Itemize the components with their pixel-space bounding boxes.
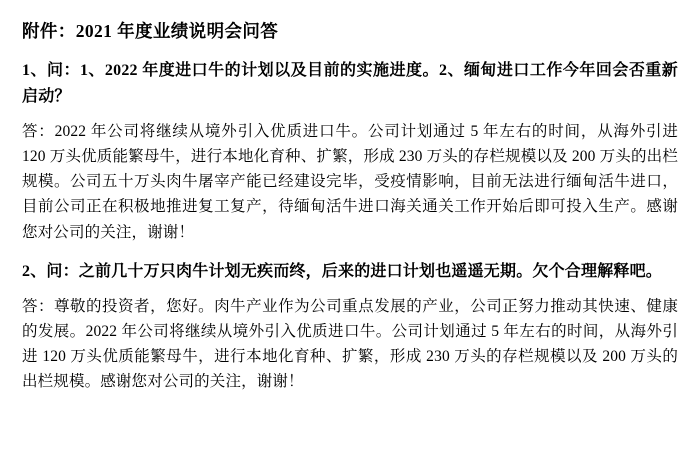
answer-text-1: 答：2022 年公司将继续从境外引入优质进口牛。公司计划通过 5 年左右的时间，从海外引进 120 万头优质能繁母牛，进行本地化育种、扩繁，形成 230 万头的存栏规模以及 200 万头的出栏规模。公司五十万头肉牛屠宰产能已经建设完毕，受疫情影响，目前无法进行缅甸活牛进口，目前公司正在积极地推进复工复产，待缅甸活牛进口海关通关工作开始后即可投入生产。感谢您对公司的关注，谢谢！ bbox=[22, 123, 678, 241]
qa-item-1 bbox=[22, 58, 678, 244]
question-text-2: 2、问：之前几十万只肉牛计划无疾而终，后来的进口计划也遥遥无期。欠个合理解释吧。 bbox=[22, 262, 663, 280]
qa-item-2 bbox=[22, 259, 678, 394]
question-text-1: 1、问：1、2022 年度进口牛的计划以及目前的实施进度。2、缅甸进口工作今年回会否重新启动？ bbox=[22, 62, 678, 106]
page-title: 附件：2021 年度业绩说明会问答 bbox=[22, 21, 279, 41]
answer-text-2: 答：尊敬的投资者，您好。肉牛产业作为公司重点发展的产业，公司正努力推动其快速、健康的发展。2022 年公司将继续从境外引入优质进口牛。公司计划通过 5 年左右的时间，从海外引进 120 万头优质能繁母牛，进行本地化育种、扩繁，形成 230 万头的存栏规模以及 200 万头的出栏规模。感谢您对公司的关注，谢谢！ bbox=[22, 297, 678, 390]
